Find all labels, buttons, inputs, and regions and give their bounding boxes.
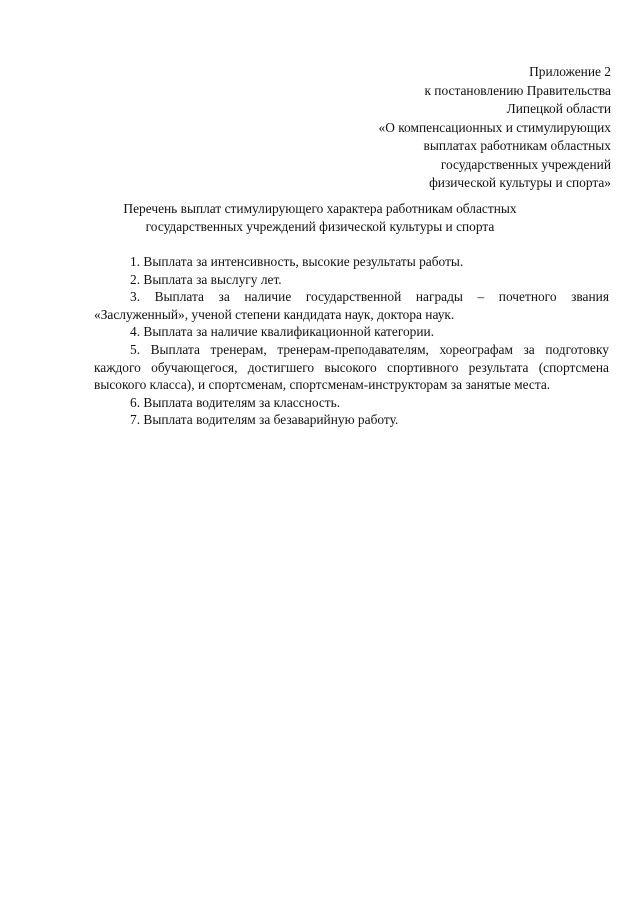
- appendix-line: к постановлению Правительства: [424, 82, 611, 98]
- title-line: Перечень выплат стимулирующего характера работникам областных: [123, 201, 517, 216]
- payments-list: [94, 253, 609, 429]
- document-title: [80, 200, 560, 236]
- appendix-line: Липецкой области: [506, 101, 611, 116]
- list-item: 5. Выплата тренерам, тренерам-преподавателям, хореографам за подготовку каждого обучающегося, достигшего высокого спортивного результата (спортсмена высокого класса), и спортсменам, спортсменам-инструкторам за занятые места.: [94, 341, 609, 393]
- list-item: 7. Выплата водителям за безаварийную работу.: [130, 412, 399, 428]
- list-item: 3. Выплата за наличие государственной награды – почетного звания «Заслуженный», ученой степени кандидата наук, доктора наук.: [94, 289, 609, 322]
- appendix-number: Приложение 2: [529, 64, 611, 79]
- title-line: государственных учреждений физической культуры и спорта: [145, 219, 495, 234]
- list-item: 4. Выплата за наличие квалификационной категории.: [130, 324, 435, 340]
- appendix-header: [291, 63, 611, 193]
- list-item: 6. Выплата водителям за классность.: [130, 394, 341, 410]
- appendix-line: государственных учреждений: [440, 156, 611, 172]
- appendix-line: «О компенсационных и стимулирующих: [378, 119, 611, 135]
- appendix-line: физической культуры и спорта»: [429, 175, 611, 190]
- list-item: 1. Выплата за интенсивность, высокие результаты работы.: [130, 254, 464, 269]
- appendix-line: выплатах работникам областных: [423, 138, 611, 153]
- list-item: 2. Выплата за выслугу лет.: [130, 271, 282, 287]
